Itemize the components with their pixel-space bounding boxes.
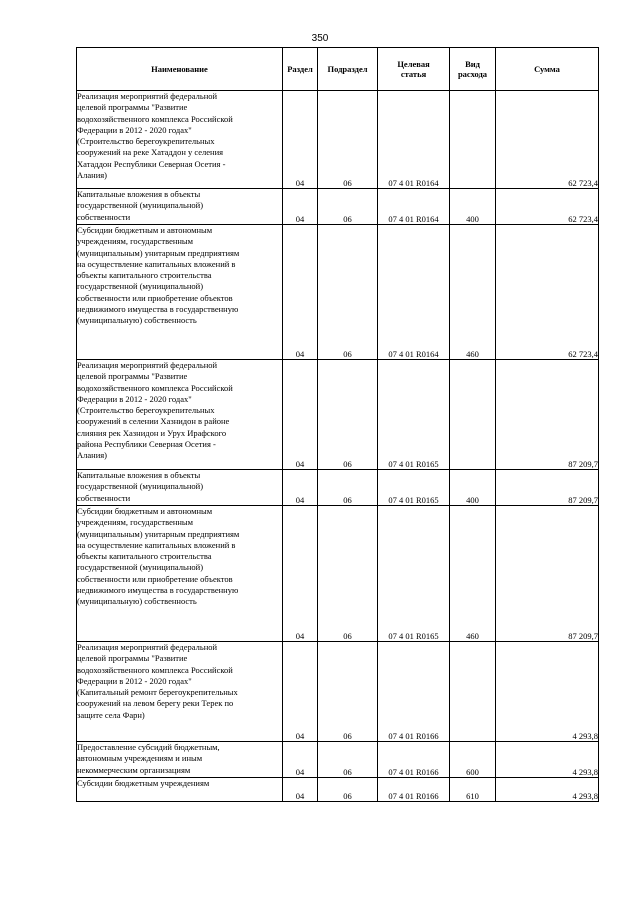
row-type (450, 642, 496, 742)
row-section: 04 (283, 189, 318, 225)
header-expense-type: Вид расхода (450, 48, 496, 91)
table-row (77, 360, 599, 470)
row-article: 07 4 01 R0165 (378, 506, 450, 642)
table-row (77, 506, 599, 642)
row-subsection: 06 (318, 470, 378, 506)
row-name: Субсидии бюджетным учреждениям (77, 778, 283, 802)
row-section: 04 (283, 506, 318, 642)
row-name: Реализация мероприятий федеральной целевой программы "Развитие водохозяйственного комплекса Российской Федерации в 2012 - 2020 годах" (Строительство берегоукрепительных сооружений в селении Хазнидон в районе слияния рек Хазнидон и Урух Ирафского района Республики Северная Осетия - Алания) (77, 360, 283, 470)
row-subsection: 06 (318, 506, 378, 642)
row-name: Капитальные вложения в объекты государственной (муниципальной) собственности (77, 470, 283, 506)
row-amount: 87 209,7 (496, 470, 599, 506)
row-article: 07 4 01 R0164 (378, 91, 450, 189)
row-type: 460 (450, 506, 496, 642)
table-row (77, 742, 599, 778)
row-subsection: 06 (318, 742, 378, 778)
row-type: 400 (450, 189, 496, 225)
row-type: 600 (450, 742, 496, 778)
row-article: 07 4 01 R0166 (378, 778, 450, 802)
row-subsection: 06 (318, 189, 378, 225)
row-section: 04 (283, 778, 318, 802)
row-section: 04 (283, 742, 318, 778)
row-article: 07 4 01 R0164 (378, 189, 450, 225)
table-row (77, 225, 599, 360)
row-section: 04 (283, 470, 318, 506)
header-target-article: Целевая статья (378, 48, 450, 91)
header-amount: Сумма (496, 48, 599, 91)
row-name: Капитальные вложения в объекты государственной (муниципальной) собственности (77, 189, 283, 225)
row-amount: 62 723,4 (496, 189, 599, 225)
row-subsection: 06 (318, 642, 378, 742)
row-article: 07 4 01 R0166 (378, 642, 450, 742)
budget-table (76, 47, 599, 802)
row-article: 07 4 01 R0165 (378, 470, 450, 506)
row-name: Субсидии бюджетным и автономным учреждениям, государственным (муниципальным) унитарным предприятиям на осуществление капитальных вложений в объекты капитального строительства государственной (муниципальной) собственности или приобретение объектов недвижимого имущества в государственную (муниципальную) собственность (77, 506, 283, 642)
row-name: Реализация мероприятий федеральной целевой программы "Развитие водохозяйственного комплекса Российской Федерации в 2012 - 2020 годах" (Капитальный ремонт берегоукрепительных сооружений на левом берегу реки Терек по защите села Фарн) (77, 642, 283, 742)
row-amount: 87 209,7 (496, 360, 599, 470)
row-name: Субсидии бюджетным и автономным учреждениям, государственным (муниципальным) унитарным предприятиям на осуществление капитальных вложений в объекты капитального строительства государственной (муниципальной) собственности или приобретение объектов недвижимого имущества в государственную (муниципальную) собственность (77, 225, 283, 360)
row-subsection: 06 (318, 778, 378, 802)
row-amount: 4 293,8 (496, 742, 599, 778)
row-type: 610 (450, 778, 496, 802)
table-header-row (77, 48, 599, 91)
row-subsection: 06 (318, 360, 378, 470)
row-subsection: 06 (318, 91, 378, 189)
row-amount: 4 293,8 (496, 778, 599, 802)
row-article: 07 4 01 R0166 (378, 742, 450, 778)
table-row (77, 189, 599, 225)
row-type (450, 91, 496, 189)
table-row (77, 642, 599, 742)
row-type (450, 360, 496, 470)
table-row (77, 778, 599, 802)
row-section: 04 (283, 91, 318, 189)
row-subsection: 06 (318, 225, 378, 360)
row-amount: 62 723,4 (496, 91, 599, 189)
header-subsection: Подраздел (318, 48, 378, 91)
row-name: Предоставление субсидий бюджетным, автономным учреждениям и иным некоммерческим организациям (77, 742, 283, 778)
row-amount: 62 723,4 (496, 225, 599, 360)
row-section: 04 (283, 642, 318, 742)
row-amount: 87 209,7 (496, 506, 599, 642)
page-number: 350 (311, 33, 329, 44)
row-name: Реализация мероприятий федеральной целевой программы "Развитие водохозяйственного комплекса Российской Федерации в 2012 - 2020 годах" (Строительство берегоукрепительных сооружений на реке Хатаддон у селения Хатаддон Республики Северная Осетия - Алания) (77, 91, 283, 189)
header-name: Наименование (77, 48, 283, 91)
row-type: 400 (450, 470, 496, 506)
table-row (77, 91, 599, 189)
row-amount: 4 293,8 (496, 642, 599, 742)
row-section: 04 (283, 360, 318, 470)
header-section: Раздел (283, 48, 318, 91)
table-row (77, 470, 599, 506)
row-article: 07 4 01 R0164 (378, 225, 450, 360)
row-section: 04 (283, 225, 318, 360)
row-type: 460 (450, 225, 496, 360)
row-article: 07 4 01 R0165 (378, 360, 450, 470)
